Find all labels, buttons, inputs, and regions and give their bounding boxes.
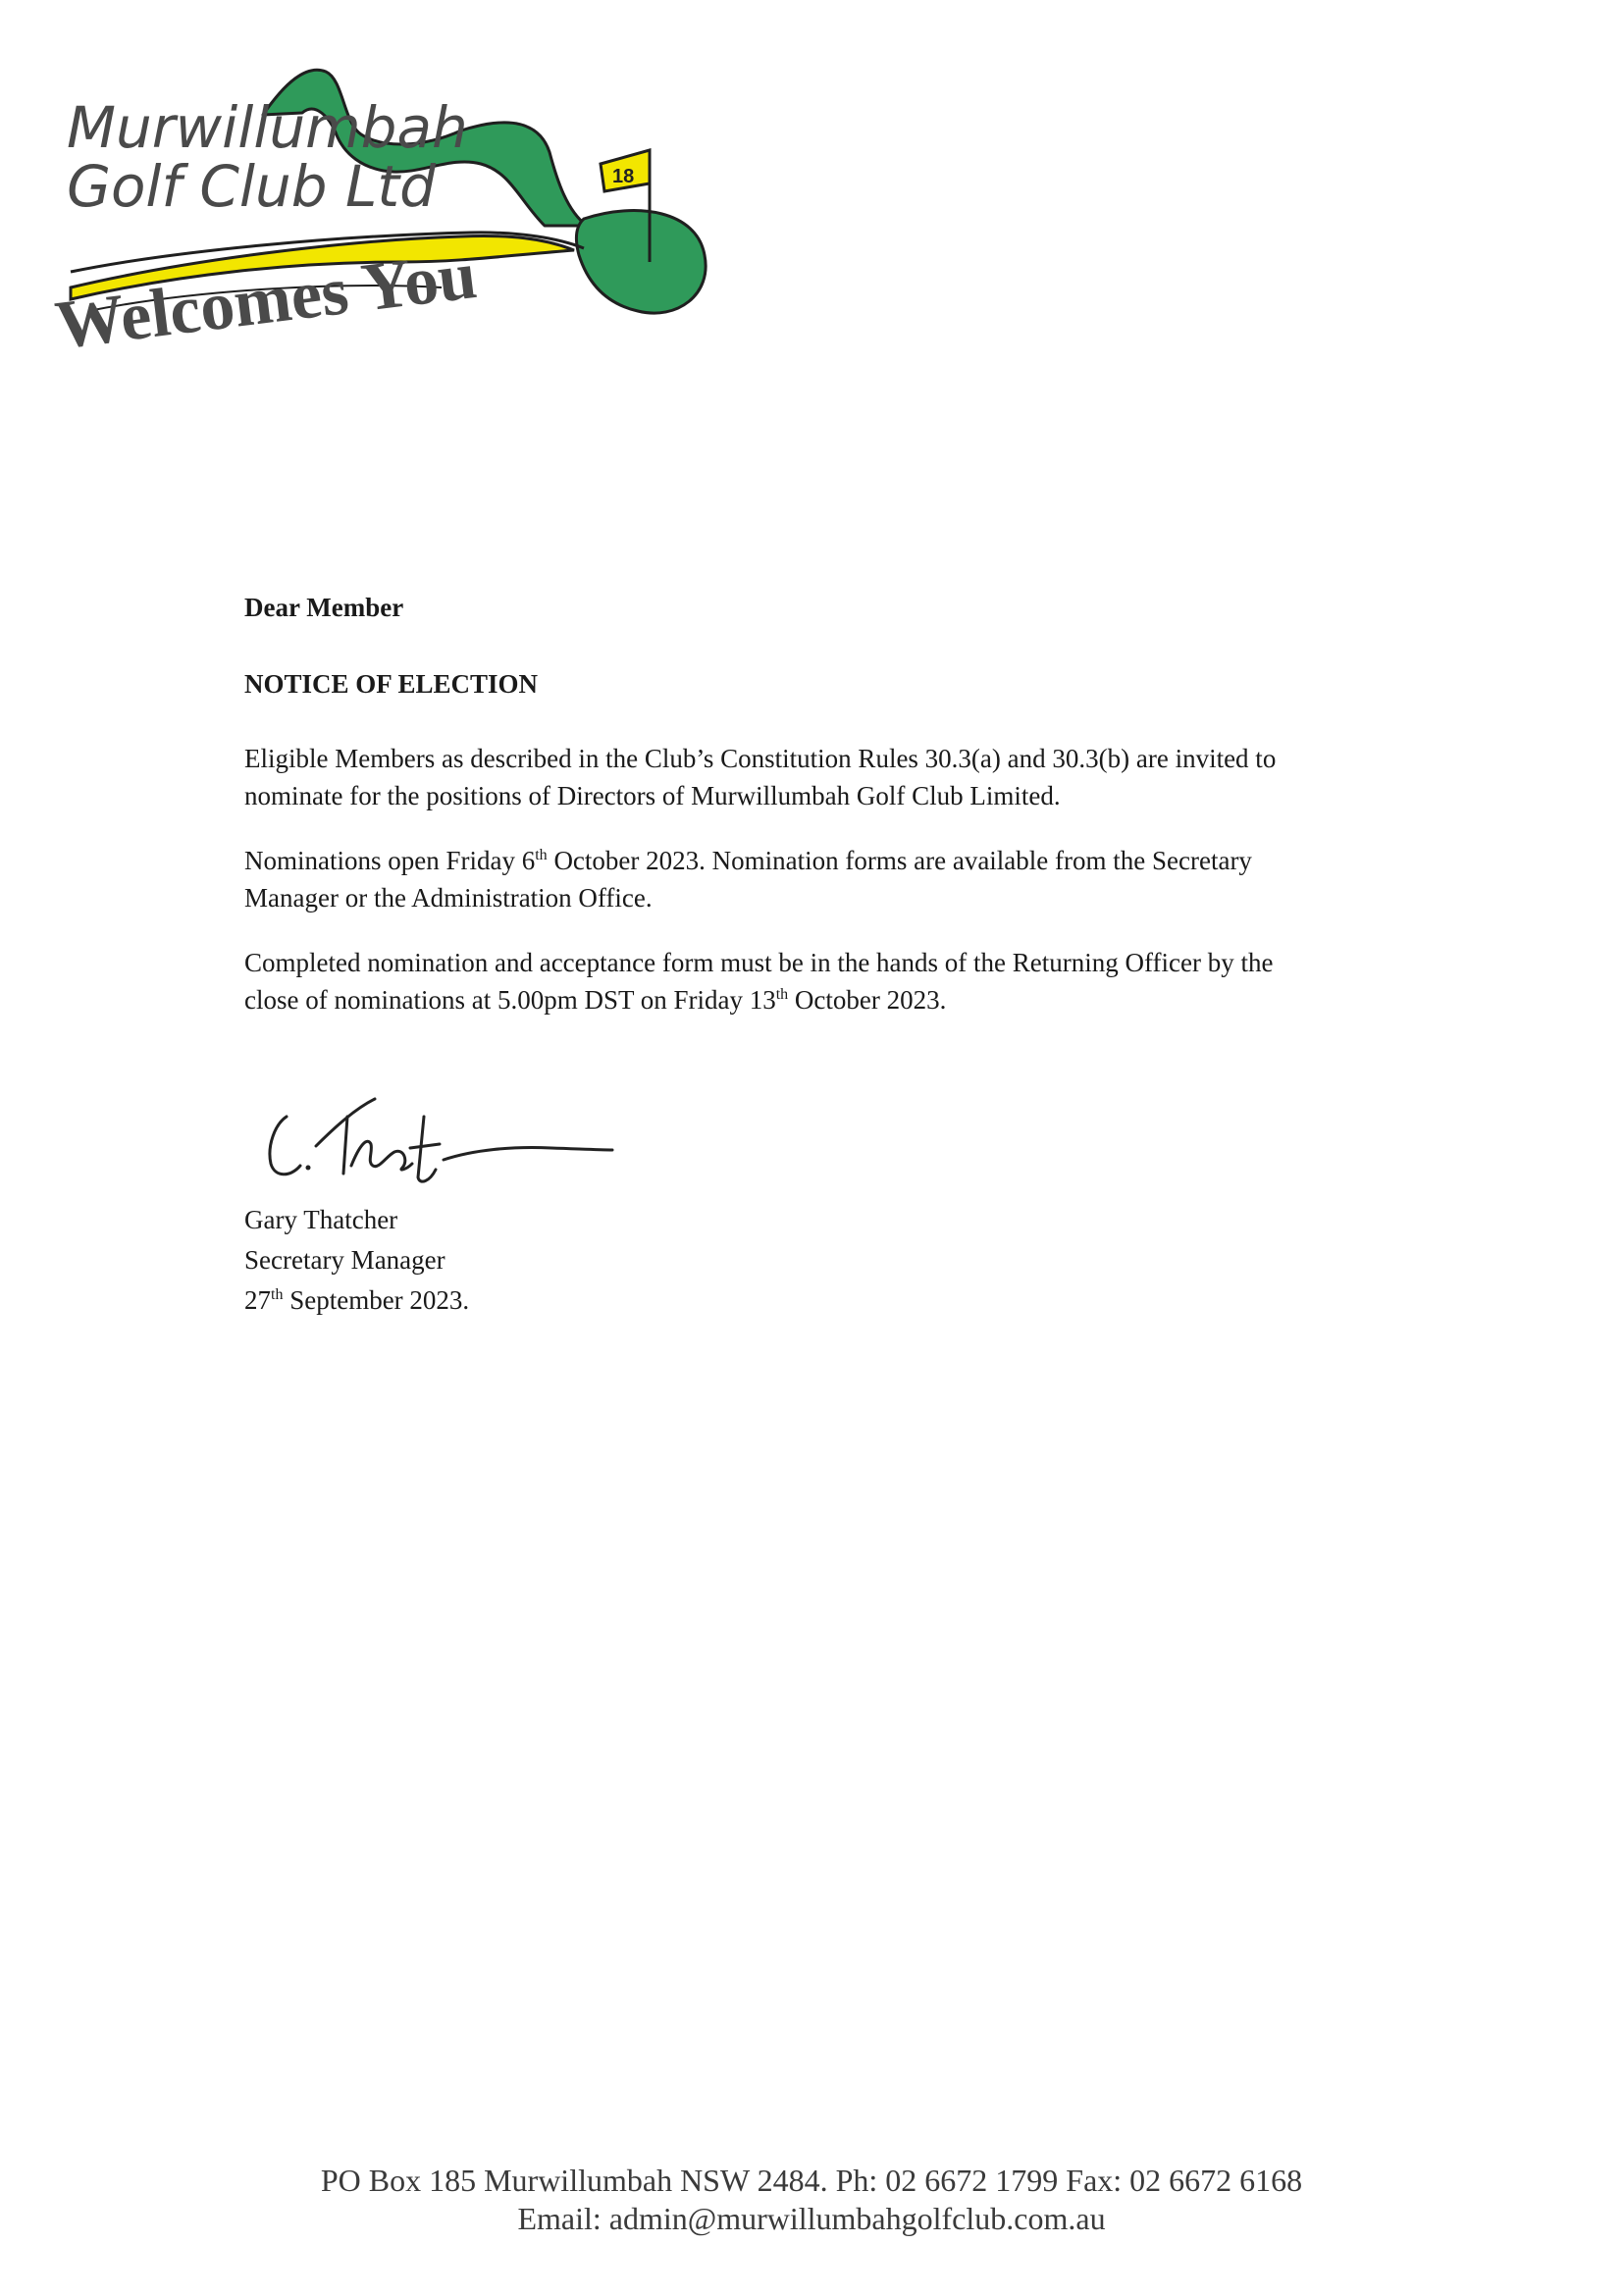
signatory-title: Secretary Manager — [244, 1245, 445, 1275]
footer-email: Email: admin@murwillumbahgolfclub.com.au — [517, 2201, 1106, 2236]
logo-welcome-text: Welcomes You — [51, 236, 481, 364]
signoff-block — [244, 1200, 469, 1321]
paragraph-line: Eligible Members as described in the Club’s Constitution Rules 30.3(a) and 30.3(b) are invited to — [244, 744, 1277, 773]
logo-flag-number: 18 — [612, 166, 635, 187]
paragraph-line: Completed nomination and acceptance form must be in the hands of the Returning Officer by the — [244, 948, 1274, 977]
paragraph-nominations-close — [244, 944, 1441, 1018]
text-run: 27 — [244, 1285, 271, 1315]
letter-body — [244, 589, 1441, 1046]
golf-course-logo-icon — [49, 54, 726, 378]
paragraph-line — [244, 842, 1441, 879]
text-run: October 2023. — [788, 985, 947, 1015]
logo-club-name-line1: Murwillumbah — [67, 94, 468, 161]
paragraph-eligibility — [244, 740, 1441, 814]
signatory-name: Gary Thatcher — [244, 1205, 398, 1234]
text-run: October 2023. Nomination forms are available from the Secretary — [547, 846, 1252, 875]
paragraph-line — [244, 981, 1441, 1018]
ordinal-suffix: th — [271, 1286, 284, 1303]
footer-address-phone: PO Box 185 Murwillumbah NSW 2484. Ph: 02 6672 1799 Fax: 02 6672 6168 — [320, 2163, 1303, 2198]
paragraph-line: nominate for the positions of Directors of Murwillumbah Golf Club Limited. — [244, 781, 1061, 810]
logo-club-name-line2: Golf Club Ltd — [67, 153, 436, 220]
salutation: Dear Member — [244, 593, 404, 622]
footer-contact — [0, 2162, 1623, 2238]
text-run: Nominations open Friday 6 — [244, 846, 536, 875]
text-run: close of nominations at 5.00pm DST on Friday 13 — [244, 985, 776, 1015]
letter-date — [244, 1280, 469, 1321]
club-logo — [49, 54, 726, 378]
notice-heading: NOTICE OF ELECTION — [244, 669, 539, 699]
paragraph-nominations-open — [244, 842, 1441, 916]
paragraph-line: Manager or the Administration Office. — [244, 883, 653, 913]
handwritten-signature-icon — [257, 1087, 620, 1195]
text-run: September 2023. — [283, 1285, 470, 1315]
ordinal-suffix: th — [775, 986, 789, 1003]
ordinal-suffix: th — [535, 847, 548, 863]
